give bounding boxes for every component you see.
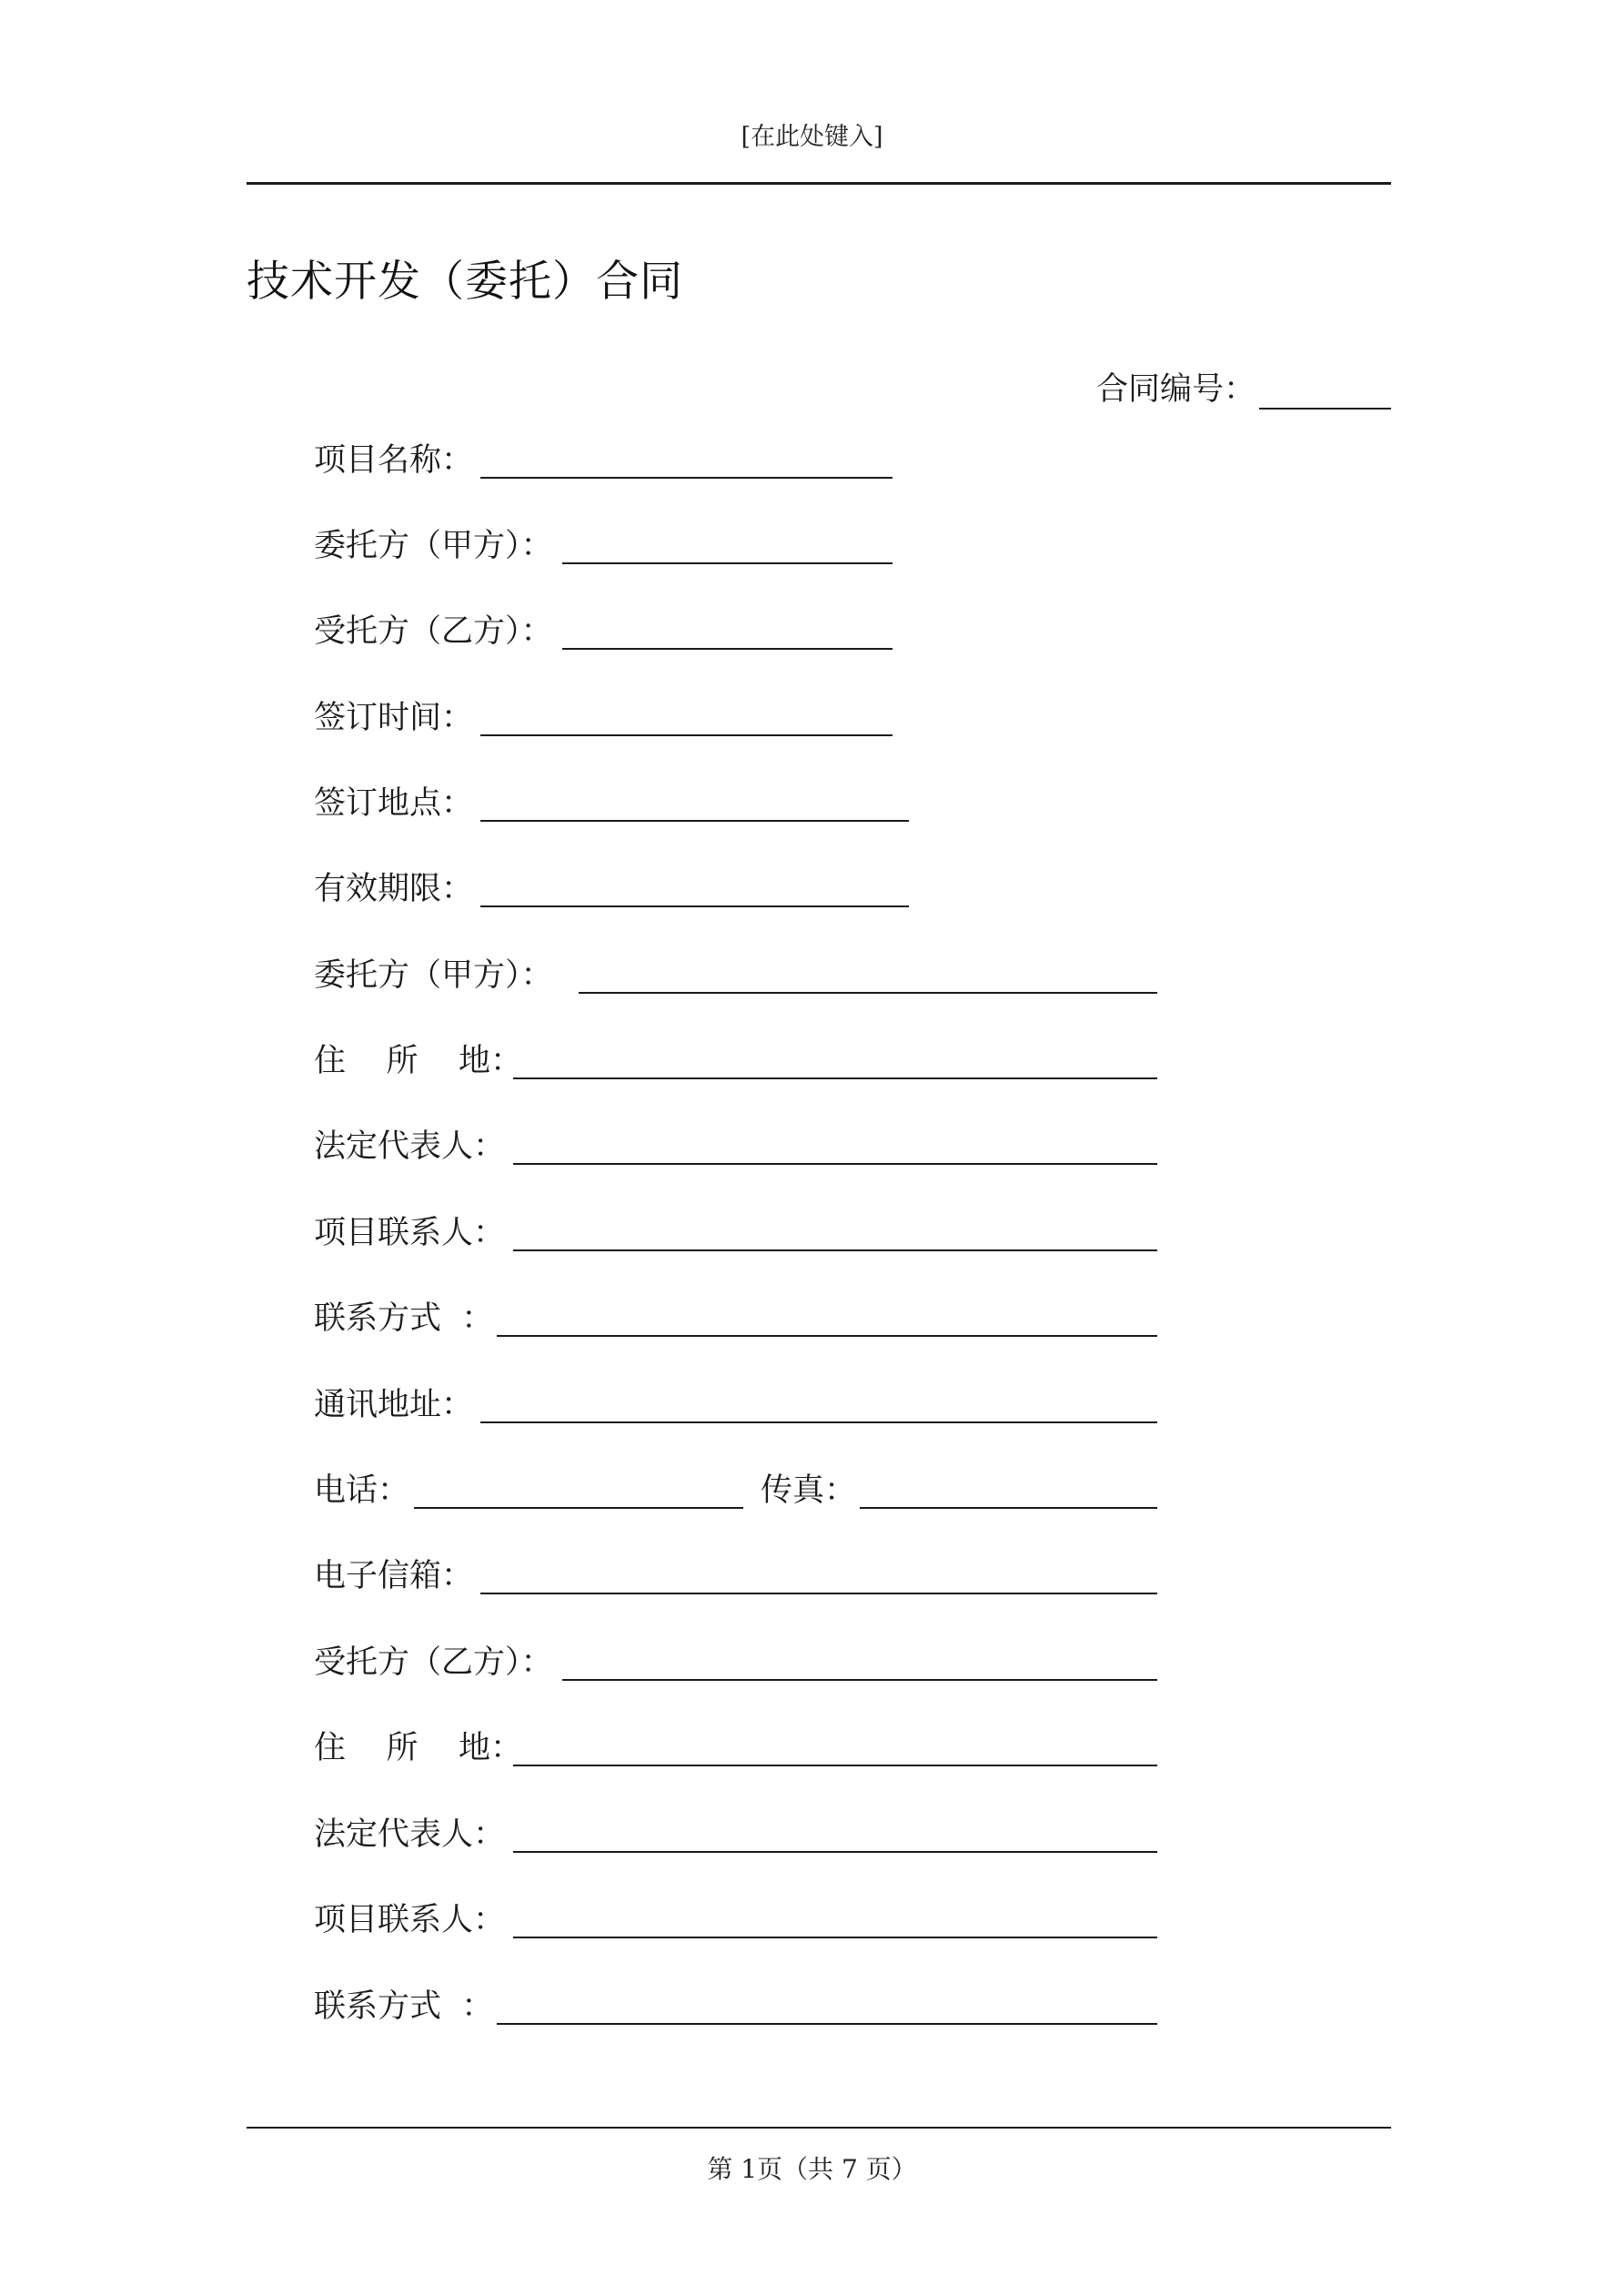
sign-time-blank[interactable] <box>480 734 893 736</box>
header-rule <box>247 182 1391 185</box>
party-a-fax-label: 传真： <box>761 1472 857 1509</box>
party-a-client-blank[interactable] <box>579 992 1157 994</box>
sign-place-blank[interactable] <box>480 820 909 822</box>
party-b-contact-label: 项目联系人： <box>314 1902 506 1938</box>
project-name-blank[interactable] <box>480 477 893 479</box>
contractor-b-blank[interactable] <box>562 648 893 650</box>
party-a-fax-blank[interactable] <box>860 1507 1157 1509</box>
contract-number <box>1096 364 1391 410</box>
party-b-address-label: 住 所 地： <box>314 1730 523 1766</box>
page-header: [在此处键入] <box>741 123 883 151</box>
party-a-contact-method-blank[interactable] <box>497 1335 1157 1337</box>
sign-time-label: 签订时间： <box>314 700 474 736</box>
project-name-label: 项目名称： <box>314 442 474 479</box>
party-b-address-blank[interactable] <box>513 1765 1157 1766</box>
party-a-client-label: 委托方（甲方）： <box>314 957 553 994</box>
valid-period-blank[interactable] <box>480 905 909 907</box>
party-a-phone-label: 电话： <box>314 1472 410 1509</box>
contract-number-label: 合同编号： <box>1095 371 1256 408</box>
party-a-legal-rep-label: 法定代表人： <box>314 1128 506 1165</box>
party-b-contact-method-label: 联系方式 ： <box>314 1988 494 2025</box>
party-a-address-blank[interactable] <box>513 1077 1157 1079</box>
sign-place-label: 签订地点： <box>314 785 474 822</box>
party-a-contact-method-label: 联系方式 ： <box>314 1300 494 1337</box>
document-title: 技术开发（委托）合同 <box>247 257 683 307</box>
party-b-contractor-blank[interactable] <box>562 1679 1157 1681</box>
client-a-label: 委托方（甲方）： <box>314 528 553 564</box>
party-b-legal-rep-blank[interactable] <box>513 1851 1157 1853</box>
contract-number-blank[interactable] <box>1259 371 1391 410</box>
party-a-address-label: 住 所 地： <box>314 1043 523 1079</box>
contractor-b-label: 受托方（乙方）： <box>314 613 553 650</box>
party-a-phone-blank[interactable] <box>414 1507 743 1509</box>
party-a-contact-label: 项目联系人： <box>314 1215 506 1251</box>
party-b-contact-method-blank[interactable] <box>497 2023 1157 2025</box>
party-a-email-blank[interactable] <box>480 1593 1157 1594</box>
page-footer: 第 1页（共 7 页） <box>707 2154 917 2184</box>
footer-rule <box>247 2127 1391 2129</box>
party-b-contractor-label: 受托方（乙方）： <box>314 1644 553 1681</box>
party-a-mail-address-blank[interactable] <box>480 1421 1157 1423</box>
party-b-contact-blank[interactable] <box>513 1937 1157 1938</box>
party-a-legal-rep-blank[interactable] <box>513 1163 1157 1165</box>
client-a-blank[interactable] <box>562 562 893 564</box>
party-b-legal-rep-label: 法定代表人： <box>314 1816 506 1853</box>
party-a-contact-blank[interactable] <box>513 1249 1157 1251</box>
valid-period-label: 有效期限： <box>314 871 474 907</box>
party-a-mail-address-label: 通讯地址： <box>314 1387 474 1423</box>
party-a-email-label: 电子信箱： <box>314 1558 474 1594</box>
